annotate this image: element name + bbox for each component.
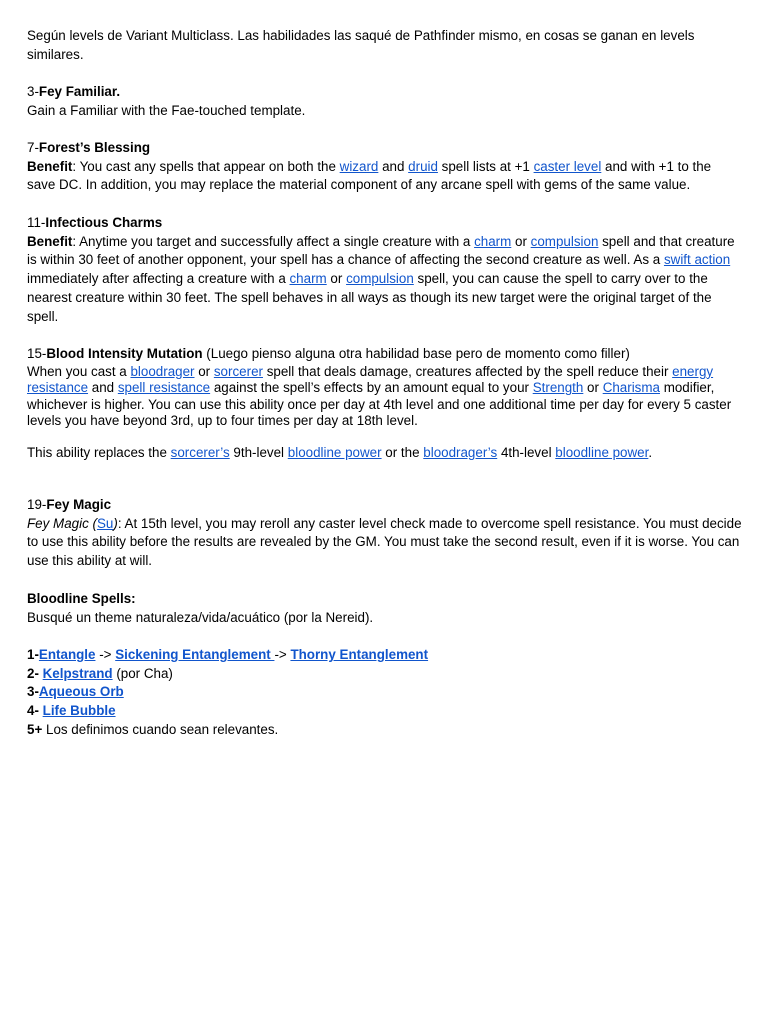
body-text: spell that deals damage, creatures affected by the spell reduce their: [262, 363, 673, 379]
link-sorcerer[interactable]: sorcerer: [213, 363, 263, 379]
ability-name: Fey Magic (: [27, 515, 97, 531]
body-text: and: [378, 158, 409, 174]
item-number: 5+: [27, 721, 43, 737]
body-text: : You cast any spells that appear on both the: [72, 158, 340, 174]
link-aqueous-orb[interactable]: Aqueous Orb: [38, 684, 124, 700]
item-number: 4-: [27, 703, 43, 719]
body-text: 4th-level: [497, 444, 556, 460]
forests-blessing-body: [27, 158, 743, 195]
link-compulsion[interactable]: compulsion: [530, 233, 599, 249]
link-bloodragers[interactable]: bloodrager’s: [423, 444, 498, 460]
section-infectious-charms: [27, 214, 743, 326]
item-suffix: (por Cha): [112, 665, 173, 681]
link-sickening-entanglement[interactable]: Sickening Entanglement: [115, 647, 275, 662]
heading-title: Infectious Charms: [45, 215, 163, 230]
body-text: or: [511, 233, 531, 249]
body-text: and: [88, 380, 118, 396]
section-fey-familiar: [27, 83, 743, 120]
link-compulsion[interactable]: compulsion: [346, 271, 414, 287]
link-su[interactable]: Su: [96, 515, 114, 531]
body-text: This ability replaces the: [27, 444, 171, 460]
body-text: spell lists at +1: [437, 158, 534, 174]
section-fey-magic: [27, 496, 743, 571]
link-sorcerers[interactable]: sorcerer’s: [170, 444, 230, 460]
item-number: 2-: [27, 665, 43, 681]
body-text: spell, you can cause the spell to carry over to the nearest creature within 30 feet. The spell behaves in all ways as though its new target were the original target of the spell.: [27, 271, 712, 324]
item-number: 1-: [27, 647, 39, 662]
heading-title: Forest’s Blessing: [38, 140, 151, 155]
body-text: against the spell’s effects by an amount equal to your: [210, 380, 533, 396]
section-blood-intensity: [27, 345, 743, 461]
item-number: 3-: [27, 684, 39, 700]
body-text: : Anytime you target and successfully affect a single creature with a: [72, 233, 475, 249]
list-item: [27, 721, 743, 740]
link-strength[interactable]: Strength: [532, 380, 584, 396]
link-kelpstrand[interactable]: Kelpstrand: [42, 665, 113, 681]
fey-magic-body: [27, 515, 743, 571]
body-text: .: [648, 444, 653, 460]
heading-title: Bloodline Spells:: [27, 591, 136, 606]
heading-title: Fey Familiar.: [38, 84, 121, 99]
benefit-label: Benefit: [27, 233, 73, 249]
list-item: [27, 665, 743, 684]
heading-number: 11-: [27, 215, 46, 230]
body-text: : At 15th level, you may reroll any caster level check made to overcome spell resistance. You must decide to use this ability before the results are revealed by the GM. You must take the second result, even if it is worse. You can use this ability at will.: [27, 515, 742, 569]
link-swift-action[interactable]: swift action: [663, 252, 731, 268]
fey-magic-heading: [27, 496, 743, 515]
infectious-charms-heading: [27, 214, 743, 233]
bloodline-spells-list: [27, 646, 743, 740]
heading-note: (Luego pienso alguna otra habilidad base pero de momento como filler): [202, 346, 630, 361]
link-bloodline-power[interactable]: bloodline power: [287, 444, 382, 460]
section-forests-blessing: [27, 139, 743, 195]
heading-number: 3-: [27, 84, 39, 99]
body-text: 9th-level: [229, 444, 288, 460]
forests-blessing-heading: [27, 139, 743, 158]
body-text: or: [583, 380, 603, 396]
link-bloodrager[interactable]: bloodrager: [130, 363, 195, 379]
link-charm[interactable]: charm: [474, 233, 512, 249]
body-text: or: [326, 271, 347, 287]
list-item: [27, 702, 743, 721]
heading-number: 19-: [27, 497, 47, 512]
intro-paragraph: [27, 27, 743, 64]
link-caster-level[interactable]: caster level: [533, 158, 602, 174]
ability-name-close: ): [113, 515, 118, 531]
item-suffix: Los definimos cuando sean relevantes.: [42, 721, 279, 737]
blood-intensity-heading: [27, 345, 743, 364]
link-charm[interactable]: charm: [289, 271, 327, 287]
benefit-label: Benefit: [27, 158, 73, 174]
body-text: When you cast a: [27, 363, 131, 379]
link-spell-resistance[interactable]: spell resistance: [117, 380, 211, 396]
body-text: spell and that creature is within 30 feet of another opponent, your spell has a chance of affecting the second creature as well. As a: [27, 233, 735, 268]
body-text: modifier, whichever is higher. You can use this ability once per day at 4th level and one additional time per day for every 5 caster levels you have beyond 3rd, up to four times per day at 18th level.: [27, 380, 732, 429]
bloodline-spells-subtitle: Busqué un theme naturaleza/vida/acuático (por la Nereid).: [27, 609, 374, 625]
bloodline-spells-heading: [27, 590, 743, 609]
blood-intensity-replaces: [27, 445, 743, 462]
list-item: [27, 646, 743, 665]
body-text: immediately after affecting a creature with a: [27, 271, 290, 287]
intro-text: Según levels de Variant Multiclass. Las habilidades las saqué de Pathfinder mismo, en cosas se ganan en levels similares.: [27, 28, 695, 62]
link-druid[interactable]: druid: [408, 158, 438, 174]
arrow-separator: ->: [274, 647, 291, 662]
fey-familiar-heading: [27, 83, 743, 102]
body-text: or: [194, 363, 214, 379]
link-thorny-entanglement[interactable]: Thorny Entanglement: [290, 647, 429, 662]
fey-familiar-text: Gain a Familiar with the Fae-touched template.: [27, 102, 306, 118]
link-entangle[interactable]: Entangle: [38, 647, 96, 662]
heading-title: Fey Magic: [46, 497, 112, 512]
link-wizard[interactable]: wizard: [339, 158, 379, 174]
link-energy-resistance[interactable]: energy resistance: [27, 363, 714, 396]
arrow-separator: ->: [95, 647, 116, 662]
list-item: [27, 683, 743, 702]
heading-number: 7-: [27, 140, 39, 155]
infectious-charms-body: [27, 233, 743, 327]
body-text: or the: [381, 444, 424, 460]
link-life-bubble[interactable]: Life Bubble: [42, 703, 116, 719]
heading-title: Blood Intensity Mutation: [46, 346, 203, 361]
section-bloodline-spells: [27, 590, 743, 627]
body-text: and with +1 to the save DC. In addition, you may replace the material component of any arcane spell with gems of the same value.: [27, 158, 712, 193]
link-bloodline-power[interactable]: bloodline power: [555, 444, 649, 460]
link-charisma[interactable]: Charisma: [602, 380, 660, 396]
blood-intensity-body: [27, 364, 743, 430]
heading-number: 15-: [27, 346, 47, 361]
